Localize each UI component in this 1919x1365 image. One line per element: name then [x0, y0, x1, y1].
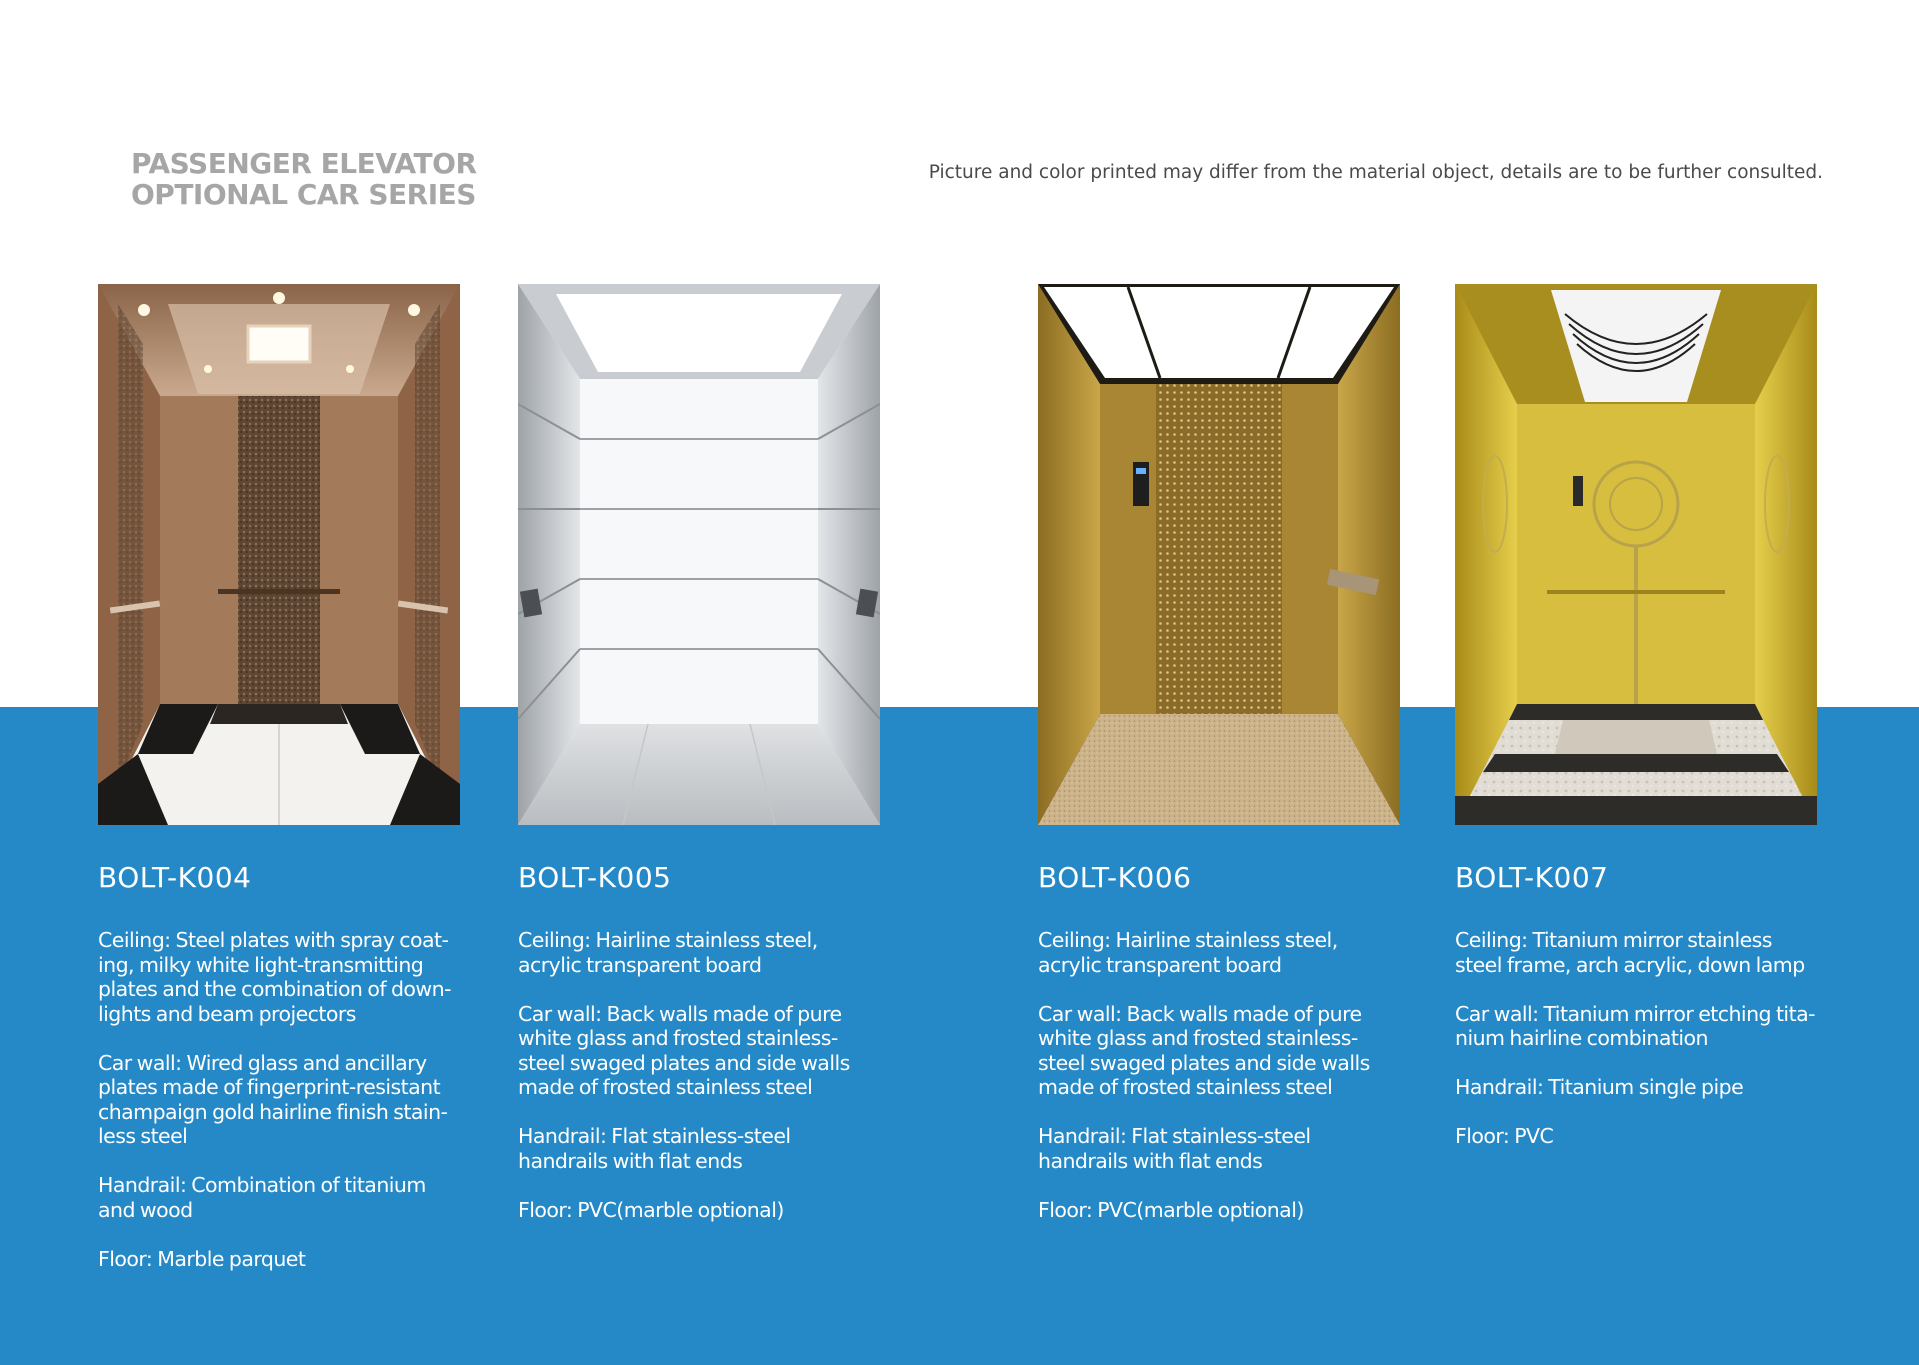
product-card-k007 — [1455, 284, 1817, 1173]
spec-handrail: Handrail: Flat stainless-steel handrails with flat ends — [518, 1124, 791, 1173]
product-code: BOLT-K004 — [98, 861, 252, 894]
spec-floor: Floor: Marble parquet — [98, 1246, 306, 1271]
elevator-photo-k005 — [518, 284, 880, 825]
elevator-cabin-image — [1038, 284, 1400, 825]
page-title — [131, 148, 477, 210]
spec-list — [1038, 928, 1400, 1222]
spec-car-wall: Car wall: Wired glass and ancillary plates made of fingerprint-resistant champaign gold hairline finish stain-less steel — [98, 1050, 448, 1148]
elevator-cabin-image — [518, 284, 880, 825]
elevator-cabin-image — [98, 284, 460, 825]
elevator-cabin-image — [1455, 284, 1817, 825]
product-card-k005 — [518, 284, 880, 1247]
elevator-photo-k006 — [1038, 284, 1400, 825]
title-line-1: PASSENGER ELEVATOR — [131, 147, 477, 180]
spec-car-wall: Car wall: Back walls made of pure white glass and frosted stainless-steel swaged plates and side walls made of frosted stainless steel — [1038, 1001, 1370, 1099]
spec-list — [1455, 928, 1817, 1149]
product-code: BOLT-K005 — [518, 861, 672, 894]
elevator-photo-k004 — [98, 284, 460, 825]
spec-floor: Floor: PVC(marble optional) — [1038, 1197, 1304, 1222]
product-card-k004 — [98, 284, 460, 1296]
disclaimer-note: Picture and color printed may differ from the material object, details are to be further consulted. — [928, 162, 1823, 183]
spec-handrail: Handrail: Titanium single pipe — [1455, 1075, 1744, 1099]
spec-car-wall: Car wall: Titanium mirror etching tita-nium hairline combination — [1455, 1001, 1815, 1050]
title-line-2: OPTIONAL CAR SERIES — [131, 178, 476, 211]
product-card-k006 — [1038, 284, 1400, 1247]
spec-handrail: Handrail: Combination of titanium and wood — [98, 1173, 426, 1222]
spec-ceiling: Ceiling: Hairline stainless steel, acrylic transparent board — [1038, 928, 1338, 977]
spec-ceiling: Ceiling: Hairline stainless steel, acrylic transparent board — [518, 928, 818, 977]
spec-list — [518, 928, 880, 1222]
product-code: BOLT-K007 — [1455, 861, 1609, 894]
elevator-photo-k007 — [1455, 284, 1817, 825]
spec-ceiling: Ceiling: Titanium mirror stainless steel frame, arch acrylic, down lamp — [1455, 928, 1805, 977]
spec-floor: Floor: PVC(marble optional) — [518, 1197, 784, 1222]
spec-ceiling: Ceiling: Steel plates with spray coat-ing, milky white light-transmitting plates and the combination of down-lights and beam projectors — [98, 928, 451, 1026]
spec-handrail: Handrail: Flat stainless-steel handrails with flat ends — [1038, 1124, 1311, 1173]
spec-floor: Floor: PVC — [1455, 1124, 1554, 1148]
product-code: BOLT-K006 — [1038, 861, 1192, 894]
spec-car-wall: Car wall: Back walls made of pure white glass and frosted stainless-steel swaged plates and side walls made of frosted stainless steel — [518, 1001, 850, 1099]
spec-list — [98, 928, 460, 1271]
